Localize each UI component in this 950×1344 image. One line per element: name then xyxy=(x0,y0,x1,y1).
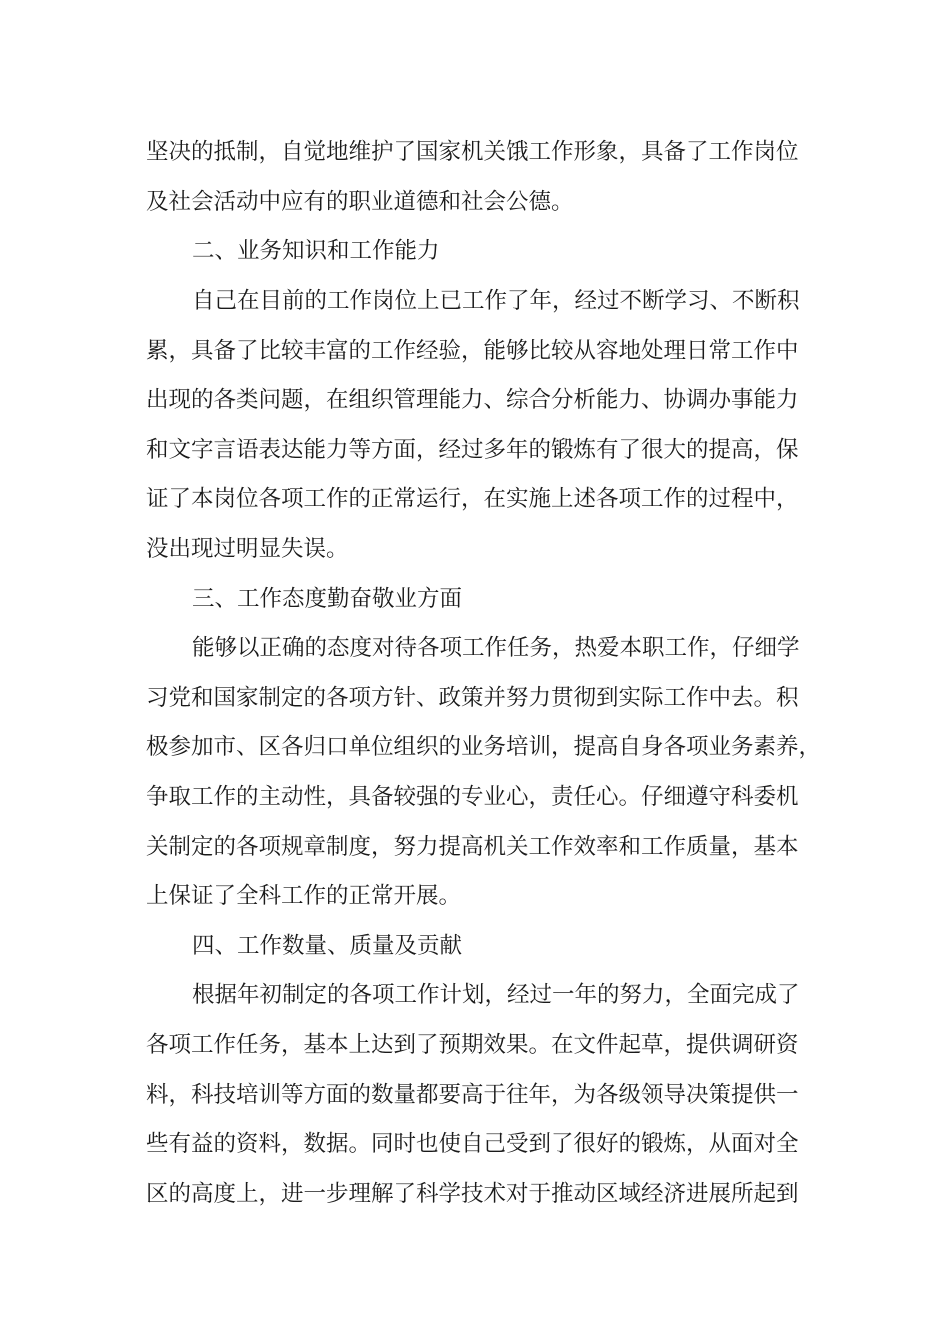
section-heading: 四、工作数量、质量及贡献 xyxy=(192,933,463,959)
paragraph-line: 关制定的各项规章制度，努力提高机关工作效率和工作质量，基本 xyxy=(146,834,799,860)
paragraph-line: 料，科技培训等方面的数量都要高于往年，为各级领导决策提供一 xyxy=(146,1082,799,1108)
paragraph-line: 根据年初制定的各项工作计划，经过一年的努力，全面完成了 xyxy=(192,982,800,1008)
paragraph-line: 没出现过明显失误。 xyxy=(146,536,349,562)
paragraph-line: 习党和国家制定的各项方针、政策并努力贯彻到实际工作中去。积 xyxy=(146,685,799,711)
paragraph-line: 上保证了全科工作的正常开展。 xyxy=(146,883,462,909)
paragraph-line: 极参加市、区各归口单位组织的业务培训，提高自身各项业务素养， xyxy=(146,734,822,760)
paragraph-line: 坚决的抵制，自觉地维护了国家机关饿工作形象，具备了工作岗位 xyxy=(146,139,799,165)
paragraph-line: 各项工作任务，基本上达到了预期效果。在文件起草，提供调研资 xyxy=(146,1032,799,1058)
paragraph-line: 及社会活动中应有的职业道德和社会公德。 xyxy=(146,189,574,215)
paragraph-line: 和文字言语表达能力等方面，经过多年的锻炼有了很大的提高，保 xyxy=(146,437,799,463)
paragraph-line: 些有益的资料，数据。同时也使自己受到了很好的锻炼，从面对全 xyxy=(146,1131,799,1157)
paragraph-line: 能够以正确的态度对待各项工作任务，热爱本职工作，仔细学 xyxy=(192,635,800,661)
paragraph-line: 争取工作的主动性，具备较强的专业心，责任心。仔细遵守科委机 xyxy=(146,784,799,810)
section-heading: 二、业务知识和工作能力 xyxy=(192,238,440,264)
paragraph-line: 累，具备了比较丰富的工作经验，能够比较从容地处理日常工作中 xyxy=(146,338,799,364)
section-heading: 三、工作态度勤奋敬业方面 xyxy=(192,586,463,612)
paragraph-line: 证了本岗位各项工作的正常运行，在实施上述各项工作的过程中， xyxy=(146,486,799,512)
paragraph-line: 自己在目前的工作岗位上已工作了年，经过不断学习、不断积 xyxy=(192,288,800,314)
paragraph-line: 出现的各类问题，在组织管理能力、综合分析能力、协调办事能力 xyxy=(146,387,799,413)
paragraph-line: 区的高度上，进一步理解了科学技术对于推动区域经济进展所起到 xyxy=(146,1181,799,1207)
